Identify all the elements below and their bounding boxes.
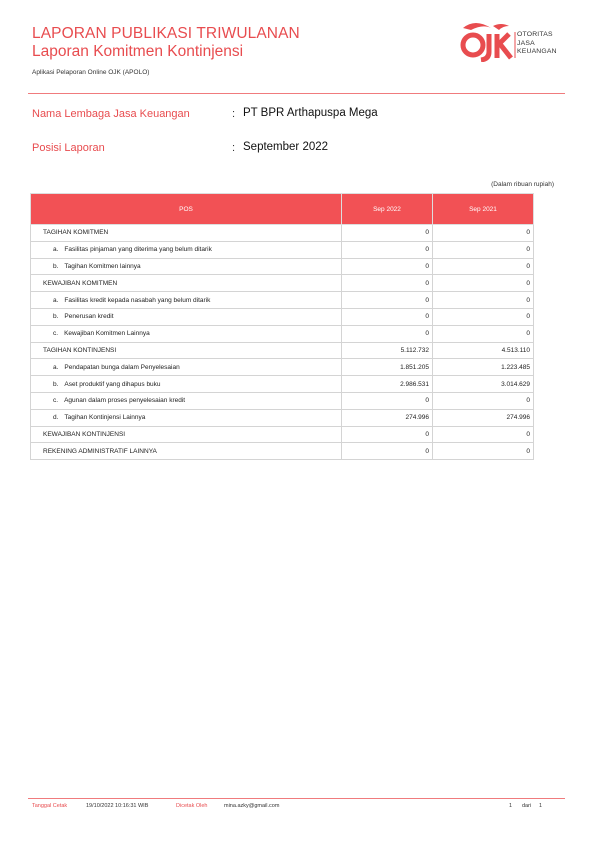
table-row <box>31 443 534 460</box>
row-label: Tagihan Komitmen lainnya <box>64 262 141 270</box>
row-value-sep-2022: 0 <box>342 292 433 309</box>
row-pos-cell <box>31 359 342 376</box>
institution-label: Nama Lembaga Jasa Keuangan <box>32 108 190 120</box>
row-pos-cell <box>31 308 342 325</box>
row-pos-cell <box>31 409 342 426</box>
row-label: Fasilitas kredit kepada nasabah yang belum ditarik <box>64 296 211 304</box>
row-prefix: c. <box>53 330 59 338</box>
row-value-sep-2022: 0 <box>342 392 433 409</box>
header-divider <box>28 93 565 94</box>
row-value-sep-2022: 274.996 <box>342 409 433 426</box>
table-row <box>31 392 534 409</box>
row-label: Agunan dalam proses penyelesaian kredit <box>64 397 186 405</box>
row-label: Penerusan kredit <box>64 313 114 321</box>
row-label: REKENING ADMINISTRATIF LAINNYA <box>43 447 157 455</box>
row-value-sep-2022: 0 <box>342 241 433 258</box>
row-value-sep-2021: 4.513.110 <box>433 342 534 359</box>
row-pos-cell <box>31 275 342 292</box>
page-total: 1 <box>539 803 543 809</box>
table-row <box>31 409 534 426</box>
row-label: Aset produktif yang dihapus buku <box>64 380 161 388</box>
row-label: Fasilitas pinjaman yang diterima yang belum ditarik <box>64 246 212 254</box>
row-value-sep-2022: 5.112.732 <box>342 342 433 359</box>
row-value-sep-2021: 0 <box>433 258 534 275</box>
table-row <box>31 325 534 342</box>
column-header-pos: POS <box>31 194 342 225</box>
row-value-sep-2021: 274.996 <box>433 409 534 426</box>
row-value-sep-2021: 0 <box>433 325 534 342</box>
row-value-sep-2022: 0 <box>342 275 433 292</box>
row-value-sep-2021: 0 <box>433 443 534 460</box>
row-value-sep-2022: 0 <box>342 225 433 242</box>
row-prefix: d. <box>53 414 59 422</box>
row-prefix: b. <box>53 380 59 388</box>
report-subtitle: Laporan Komitmen Kontinjensi <box>32 43 244 60</box>
row-label: TAGIHAN KOMITMEN <box>43 229 109 237</box>
table-row <box>31 292 534 309</box>
footer-divider <box>28 798 565 799</box>
table-row <box>31 258 534 275</box>
page-of-label: dari <box>522 803 532 809</box>
row-pos-cell <box>31 292 342 309</box>
ojk-logo-text: OTORITAS JASA KEUANGAN <box>517 31 557 56</box>
report-period-colon: : <box>232 142 236 154</box>
row-value-sep-2021: 0 <box>433 308 534 325</box>
institution-value: PT BPR Arthapuspa Mega <box>243 107 378 119</box>
table-header-row <box>31 194 534 225</box>
row-prefix: a. <box>53 363 59 371</box>
row-value-sep-2022: 2.986.531 <box>342 376 433 393</box>
app-name: Aplikasi Pelaporan Online OJK (APOLO) <box>32 69 150 76</box>
unit-note: (Dalam ribuan rupiah) <box>491 181 554 188</box>
table-row <box>31 426 534 443</box>
print-date-value: 19/10/2022 10:16:31 WIB <box>86 803 149 809</box>
row-value-sep-2022: 1.851.205 <box>342 359 433 376</box>
row-value-sep-2021: 0 <box>433 241 534 258</box>
table-row <box>31 225 534 242</box>
table-row <box>31 241 534 258</box>
row-pos-cell <box>31 426 342 443</box>
row-value-sep-2021: 0 <box>433 225 534 242</box>
report-title: LAPORAN PUBLIKASI TRIWULANAN <box>32 25 300 42</box>
row-pos-cell <box>31 325 342 342</box>
row-value-sep-2021: 0 <box>433 426 534 443</box>
row-pos-cell <box>31 241 342 258</box>
institution-colon: : <box>232 108 236 120</box>
row-pos-cell <box>31 376 342 393</box>
column-header-sep-2021: Sep 2021 <box>433 194 534 225</box>
table-row <box>31 342 534 359</box>
commitment-contingency-table <box>30 193 534 460</box>
print-date-label: Tanggal Cetak <box>32 803 68 809</box>
table-row <box>31 359 534 376</box>
printed-by-label: Dicetak Oleh <box>176 803 208 809</box>
row-prefix: b. <box>53 313 59 321</box>
row-prefix: b. <box>53 262 59 270</box>
row-prefix: c. <box>53 397 59 405</box>
row-value-sep-2021: 3.014.629 <box>433 376 534 393</box>
row-value-sep-2021: 1.223.485 <box>433 359 534 376</box>
report-period-label: Posisi Laporan <box>32 142 105 154</box>
row-label: KEWAJIBAN KOMITMEN <box>43 279 118 287</box>
row-prefix: a. <box>53 246 59 254</box>
row-value-sep-2022: 0 <box>342 325 433 342</box>
printed-by-value: mina.azky@gmail.com <box>224 803 280 809</box>
row-label: Kewajiban Komitmen Lainnya <box>64 330 150 338</box>
row-pos-cell <box>31 443 342 460</box>
report-period-value: September 2022 <box>243 141 329 153</box>
column-header-sep-2022: Sep 2022 <box>342 194 433 225</box>
row-pos-cell <box>31 342 342 359</box>
row-value-sep-2021: 0 <box>433 292 534 309</box>
table-row <box>31 275 534 292</box>
row-pos-cell <box>31 392 342 409</box>
row-value-sep-2021: 0 <box>433 275 534 292</box>
row-label: KEWAJIBAN KONTINJENSI <box>43 430 126 438</box>
row-pos-cell <box>31 225 342 242</box>
page-current: 1 <box>509 803 513 809</box>
row-label: Pendapatan bunga dalam Penyelesaian <box>64 363 180 371</box>
table-row <box>31 308 534 325</box>
row-value-sep-2022: 0 <box>342 443 433 460</box>
row-value-sep-2021: 0 <box>433 392 534 409</box>
row-value-sep-2022: 0 <box>342 426 433 443</box>
table-row <box>31 376 534 393</box>
row-prefix: a. <box>53 296 59 304</box>
row-pos-cell <box>31 258 342 275</box>
row-label: TAGIHAN KONTINJENSI <box>43 346 117 354</box>
row-value-sep-2022: 0 <box>342 258 433 275</box>
row-label: Tagihan Kontinjensi Lainnya <box>64 414 146 422</box>
row-value-sep-2022: 0 <box>342 308 433 325</box>
